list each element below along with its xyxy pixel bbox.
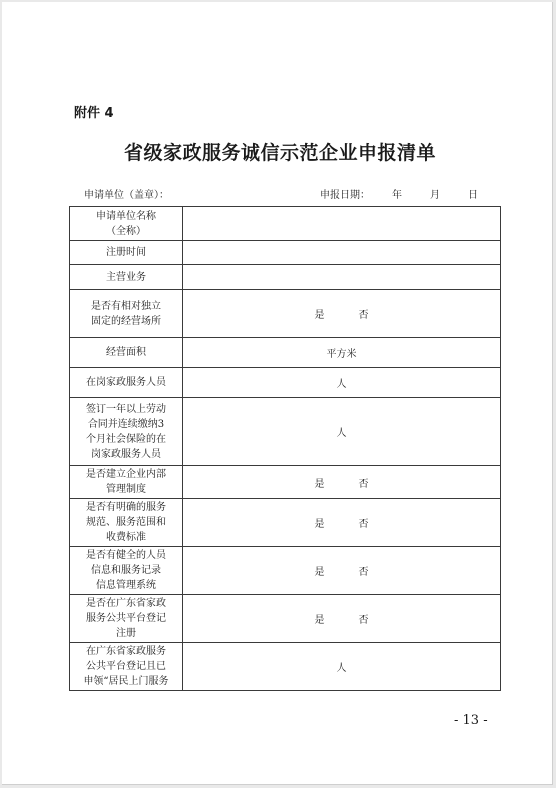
table-row xyxy=(70,338,501,368)
yes-option[interactable]: 是 xyxy=(314,615,325,626)
row-label-line: 签订一年以上劳动 xyxy=(86,403,166,415)
yes-option[interactable]: 是 xyxy=(314,567,325,578)
row-label-line: 申领“居民上门服务 xyxy=(83,676,169,687)
row-label xyxy=(70,643,183,691)
row-label xyxy=(70,338,183,368)
yes-no-choice xyxy=(315,306,369,321)
row-label-line: 申请单位名称 xyxy=(96,210,156,222)
row-label-line: 合同并连续缴纳3 xyxy=(87,418,165,430)
table-row xyxy=(70,547,501,595)
row-label xyxy=(70,547,183,595)
row-label-line: （全称） xyxy=(106,225,146,237)
row-label-line: 收费标准 xyxy=(106,532,146,543)
document-page xyxy=(2,2,553,785)
yes-no-choice xyxy=(315,611,369,626)
table-row xyxy=(70,595,501,643)
table-row xyxy=(70,265,501,290)
row-label-line: 管理制度 xyxy=(106,484,146,495)
row-value-field[interactable] xyxy=(183,265,501,290)
row-label-line: 是否有明确的服务 xyxy=(86,502,166,513)
table-row xyxy=(70,643,501,691)
table-row xyxy=(70,499,501,547)
row-value-field[interactable] xyxy=(183,241,501,265)
yes-no-choice xyxy=(315,515,369,530)
applicant-label: 申请单位（盖章）： xyxy=(84,190,169,201)
no-option[interactable]: 否 xyxy=(358,567,369,578)
row-label-line: 公共平台登记且已 xyxy=(86,661,166,672)
row-value-text: 人 xyxy=(336,663,347,674)
row-value-text: 人 xyxy=(336,428,347,439)
row-label xyxy=(70,207,183,241)
row-label xyxy=(70,466,183,499)
row-label-line: 信息和服务记录 xyxy=(91,565,161,576)
application-table xyxy=(69,206,501,691)
row-value-field[interactable] xyxy=(183,207,501,241)
row-value-field[interactable] xyxy=(183,290,501,338)
row-label-line: 规范、服务范围和 xyxy=(86,517,166,528)
row-label-line: 经营面积 xyxy=(106,347,146,358)
table-row xyxy=(70,290,501,338)
row-label-line: 是否有相对独立 xyxy=(91,300,161,312)
row-value-field[interactable] xyxy=(183,368,501,398)
row-label xyxy=(70,290,183,338)
page-number: - 13 - xyxy=(454,713,488,728)
row-label-line: 注册 xyxy=(116,628,136,639)
row-value-field[interactable] xyxy=(183,398,501,466)
row-label xyxy=(70,241,183,265)
no-option[interactable]: 否 xyxy=(358,615,369,626)
row-value-field[interactable] xyxy=(183,643,501,691)
row-label-line: 是否有健全的人员 xyxy=(86,550,166,561)
row-value-text: 平方米 xyxy=(326,349,357,360)
yes-option[interactable]: 是 xyxy=(314,519,325,530)
row-value-field[interactable] xyxy=(183,547,501,595)
no-option[interactable]: 否 xyxy=(358,310,369,321)
row-label xyxy=(70,595,183,643)
row-label-line: 固定的经营场所 xyxy=(91,315,161,327)
attachment-label: 附件 4 xyxy=(74,106,114,121)
table-row xyxy=(70,398,501,466)
date-month: 月 xyxy=(430,190,440,201)
date-label: 申报日期： xyxy=(320,190,370,201)
row-value-text: 人 xyxy=(336,379,347,390)
row-label xyxy=(70,265,183,290)
row-label xyxy=(70,499,183,547)
row-label-line: 注册时间 xyxy=(106,247,146,258)
date-day: 日 xyxy=(468,190,478,201)
application-date xyxy=(320,186,478,201)
yes-no-choice xyxy=(315,475,369,490)
no-option[interactable]: 否 xyxy=(358,519,369,530)
table-row xyxy=(70,207,501,241)
row-value-field[interactable] xyxy=(183,595,501,643)
yes-no-choice xyxy=(315,563,369,578)
row-label-line: 个月社会保险的在 xyxy=(86,433,166,445)
table-row xyxy=(70,466,501,499)
row-value-field[interactable] xyxy=(183,499,501,547)
row-label-line: 在岗家政服务人员 xyxy=(86,377,166,388)
page-title: 省级家政服务诚信示范企业申报清单 xyxy=(123,142,436,164)
row-label xyxy=(70,398,183,466)
row-label-line: 服务公共平台登记 xyxy=(86,613,166,624)
table-row xyxy=(70,241,501,265)
yes-option[interactable]: 是 xyxy=(314,478,325,490)
table-row xyxy=(70,368,501,398)
row-label-line: 主营业务 xyxy=(106,271,146,283)
yes-option[interactable]: 是 xyxy=(314,310,325,321)
no-option[interactable]: 否 xyxy=(358,478,369,490)
row-label-line: 信息管理系统 xyxy=(96,580,156,591)
row-label-line: 岗家政服务人员 xyxy=(91,448,161,460)
row-label-line: 在广东省家政服务 xyxy=(86,646,166,657)
row-label xyxy=(70,368,183,398)
row-value-field[interactable] xyxy=(183,338,501,368)
row-value-field[interactable] xyxy=(183,466,501,499)
row-label-line: 是否建立企业内部 xyxy=(86,469,166,480)
row-label-line: 是否在广东省家政 xyxy=(86,598,166,609)
date-year: 年 xyxy=(392,190,402,201)
